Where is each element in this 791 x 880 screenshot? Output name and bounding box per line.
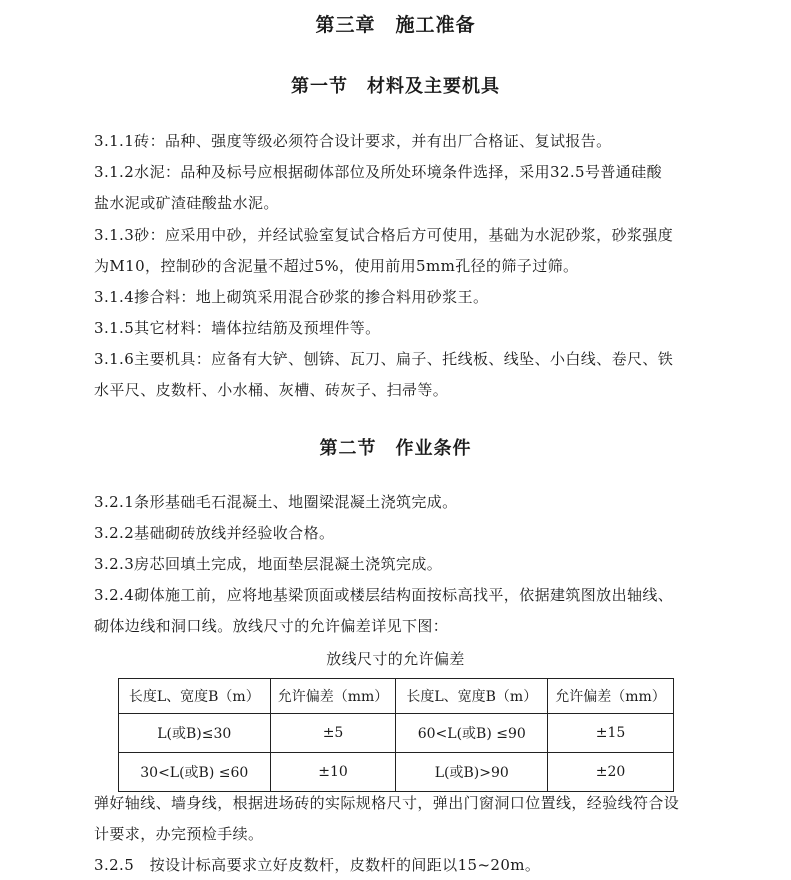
paragraph-line: 水平尺、皮数杆、小水桶、灰槽、砖灰子、扫帚等。	[94, 381, 449, 399]
paragraph-line: 3.2.1条形基础毛石混凝土、地圈梁混凝土浇筑完成。	[94, 493, 458, 511]
section1-title: 第一节 材料及主要机具	[291, 76, 500, 97]
table-row	[119, 753, 674, 792]
table-cell: 30<L(或B) ≤60	[119, 753, 271, 792]
table-cell: L(或B)>90	[396, 753, 548, 792]
paragraph-line: 3.1.2水泥：品种及标号应根据砌体部位及所处环境条件选择，采用32.5号普通硅酸	[94, 163, 662, 181]
paragraph-line: 3.2.2基础砌砖放线并经验收合格。	[94, 524, 335, 542]
table-header-cell: 允许偏差（mm）	[270, 679, 396, 714]
table-cell: ±20	[548, 753, 674, 792]
paragraph-line: 3.1.5其它材料：墙体拉结筋及预埋件等。	[94, 319, 381, 337]
paragraph-line: 盐水泥或矿渣硅酸盐水泥。	[94, 194, 279, 212]
paragraph-line: 3.2.5 按设计标高要求立好皮数杆，皮数杆的间距以15~20m。	[94, 856, 541, 874]
table-header-cell: 允许偏差（mm）	[548, 679, 674, 714]
paragraph-line: 弹好轴线、墙身线，根据进场砖的实际规格尺寸，弹出门窗洞口位置线，经验线符合设	[94, 794, 680, 812]
table-header-cell: 长度L、宽度B（m）	[119, 679, 271, 714]
paragraph-line: 3.2.3房芯回填土完成，地面垫层混凝土浇筑完成。	[94, 555, 443, 573]
paragraph-line: 为M10，控制砂的含泥量不超过5%，使用前用5mm孔径的筛子过筛。	[94, 257, 579, 275]
paragraph-line: 3.1.3砂：应采用中砂，并经试验室复试合格后方可使用，基础为水泥砂浆，砂浆强度	[94, 226, 674, 244]
tolerance-table	[118, 678, 674, 792]
table-cell: ±10	[270, 753, 396, 792]
table-header-cell: 长度L、宽度B（m）	[396, 679, 548, 714]
table-cell: L(或B)≤30	[119, 714, 271, 753]
chapter-title: 第三章 施工准备	[315, 14, 476, 36]
table-cell: ±5	[270, 714, 396, 753]
paragraph-line: 3.1.1砖：品种、强度等级必须符合设计要求，并有出厂合格证、复试报告。	[94, 132, 612, 150]
paragraph-line: 计要求，办完预检手续。	[94, 825, 264, 843]
paragraph-line: 3.1.4掺合料：地上砌筑采用混合砂浆的掺合料用砂浆王。	[94, 288, 489, 306]
paragraph-line: 3.1.6主要机具：应备有大铲、刨锛、瓦刀、扁子、托线板、线坠、小白线、卷尺、铁	[94, 350, 674, 368]
paragraph-line: 砌体边线和洞口线。放线尺寸的允许偏差详见下图：	[94, 617, 449, 635]
table-caption: 放线尺寸的允许偏差	[326, 650, 465, 668]
table-cell: 60<L(或B) ≤90	[396, 714, 548, 753]
paragraph-line: 3.2.4砌体施工前，应将地基梁顶面或楼层结构面按标高找平，依据建筑图放出轴线、	[94, 586, 674, 604]
section2-title: 第二节 作业条件	[319, 438, 472, 459]
table-header-row	[119, 679, 674, 714]
table-cell: ±15	[548, 714, 674, 753]
table-row	[119, 714, 674, 753]
